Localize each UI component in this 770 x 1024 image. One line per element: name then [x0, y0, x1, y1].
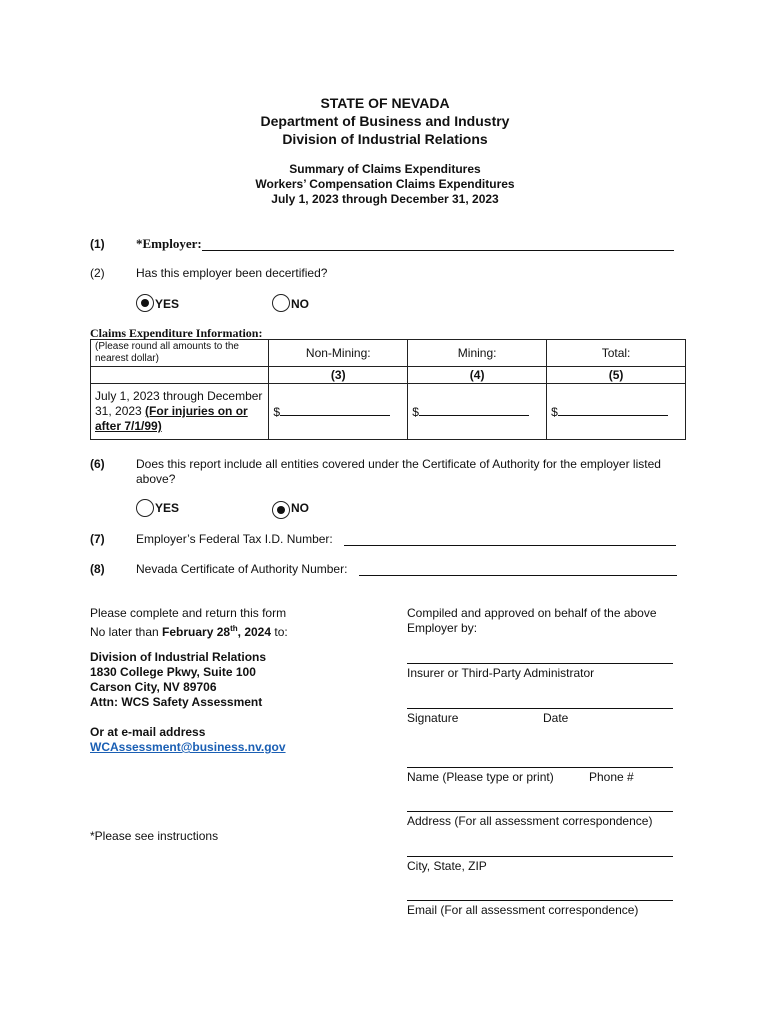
q6-label: Does this report include all entities covered under the Certificate of Authority for the employer listed above?: [136, 457, 661, 486]
total-amount[interactable]: $: [547, 384, 686, 440]
certificate-number-field[interactable]: [359, 575, 677, 576]
claims-row-label: July 1, 2023 through December 31, 2023 (For injuries on or after 7/1/99): [91, 384, 269, 440]
col-total-num: (5): [547, 367, 686, 384]
city-state-zip-label: City, State, ZIP: [407, 859, 487, 873]
name-line[interactable]: [407, 767, 673, 768]
q2-yes-label: YES: [155, 297, 180, 311]
q1-label: *Employer:: [136, 236, 202, 251]
col-mining-num: (4): [408, 367, 547, 384]
summary-title: Summary of Claims Expenditures: [289, 162, 481, 176]
q7-number: (7): [90, 532, 105, 546]
q6-yes-radio[interactable]: [136, 499, 154, 517]
federal-tax-id-field[interactable]: [344, 545, 676, 546]
q6-yes-label: YES: [155, 501, 180, 515]
claims-table: [90, 339, 686, 440]
division-title: Division of Industrial Relations: [282, 131, 488, 147]
email-field-label: Email (For all assessment correspondence): [407, 903, 639, 917]
q2-no-label: NO: [291, 297, 309, 311]
return-address: Division of Industrial Relations 1830 College Pkwy, Suite 100 Carson City, NV 89706 Attn: WCS Safety Assessment: [90, 650, 267, 709]
q2-label: Has this employer been decertified?: [136, 266, 328, 280]
insurer-line[interactable]: [407, 663, 673, 664]
return-line2: No later than February 28th, 2024 to:: [90, 624, 288, 639]
phone-label: Phone #: [589, 770, 634, 784]
claims-title: Claims Expenditure Information:: [90, 326, 263, 340]
approval-intro-2: Employer by:: [407, 621, 478, 635]
q8-label: Nevada Certificate of Authority Number:: [136, 562, 348, 576]
col-nonmining-header: Non-Mining:: [269, 340, 408, 367]
employer-field[interactable]: [202, 250, 674, 251]
q2-no-radio[interactable]: [272, 294, 290, 312]
signature-label: Signature: [407, 711, 459, 725]
mining-amount[interactable]: $: [408, 384, 547, 440]
signature-line[interactable]: [407, 708, 673, 709]
date-label: Date: [543, 711, 569, 725]
approval-intro-1: Compiled and approved on behalf of the above: [407, 606, 657, 620]
col-total-header: Total:: [547, 340, 686, 367]
summary-period: July 1, 2023 through December 31, 2023: [271, 192, 499, 206]
q2-number: (2): [90, 266, 105, 280]
email-label: Or at e-mail address: [90, 725, 206, 739]
q7-label: Employer’s Federal Tax I.D. Number:: [136, 532, 333, 546]
name-label: Name (Please type or print): [407, 770, 554, 784]
col-nonmining-num: (3): [269, 367, 408, 384]
insurer-label: Insurer or Third-Party Administrator: [407, 666, 595, 680]
return-line1: Please complete and return this form: [90, 606, 287, 620]
col-mining-header: Mining:: [408, 340, 547, 367]
address-label: Address (For all assessment correspondence): [407, 814, 653, 828]
email-line[interactable]: [407, 900, 673, 901]
email-link[interactable]: WCAssessment@business.nv.gov: [90, 740, 286, 754]
city-state-zip-line[interactable]: [407, 856, 673, 857]
claims-note: (Please round all amounts to the nearest dollar): [91, 340, 269, 367]
summary-subtitle: Workers’ Compensation Claims Expenditures: [255, 177, 515, 191]
q2-yes-radio[interactable]: [136, 294, 154, 312]
instructions-note: *Please see instructions: [90, 829, 219, 843]
q6-number: (6): [90, 457, 105, 471]
q1-number: (1): [90, 237, 105, 251]
q6-no-label: NO: [291, 501, 309, 515]
q6-no-radio[interactable]: [272, 501, 290, 519]
q8-number: (8): [90, 562, 105, 576]
address-line[interactable]: [407, 811, 673, 812]
department-title: Department of Business and Industry: [260, 113, 510, 129]
nonmining-amount[interactable]: $: [269, 384, 408, 440]
state-title: STATE OF NEVADA: [320, 95, 450, 111]
